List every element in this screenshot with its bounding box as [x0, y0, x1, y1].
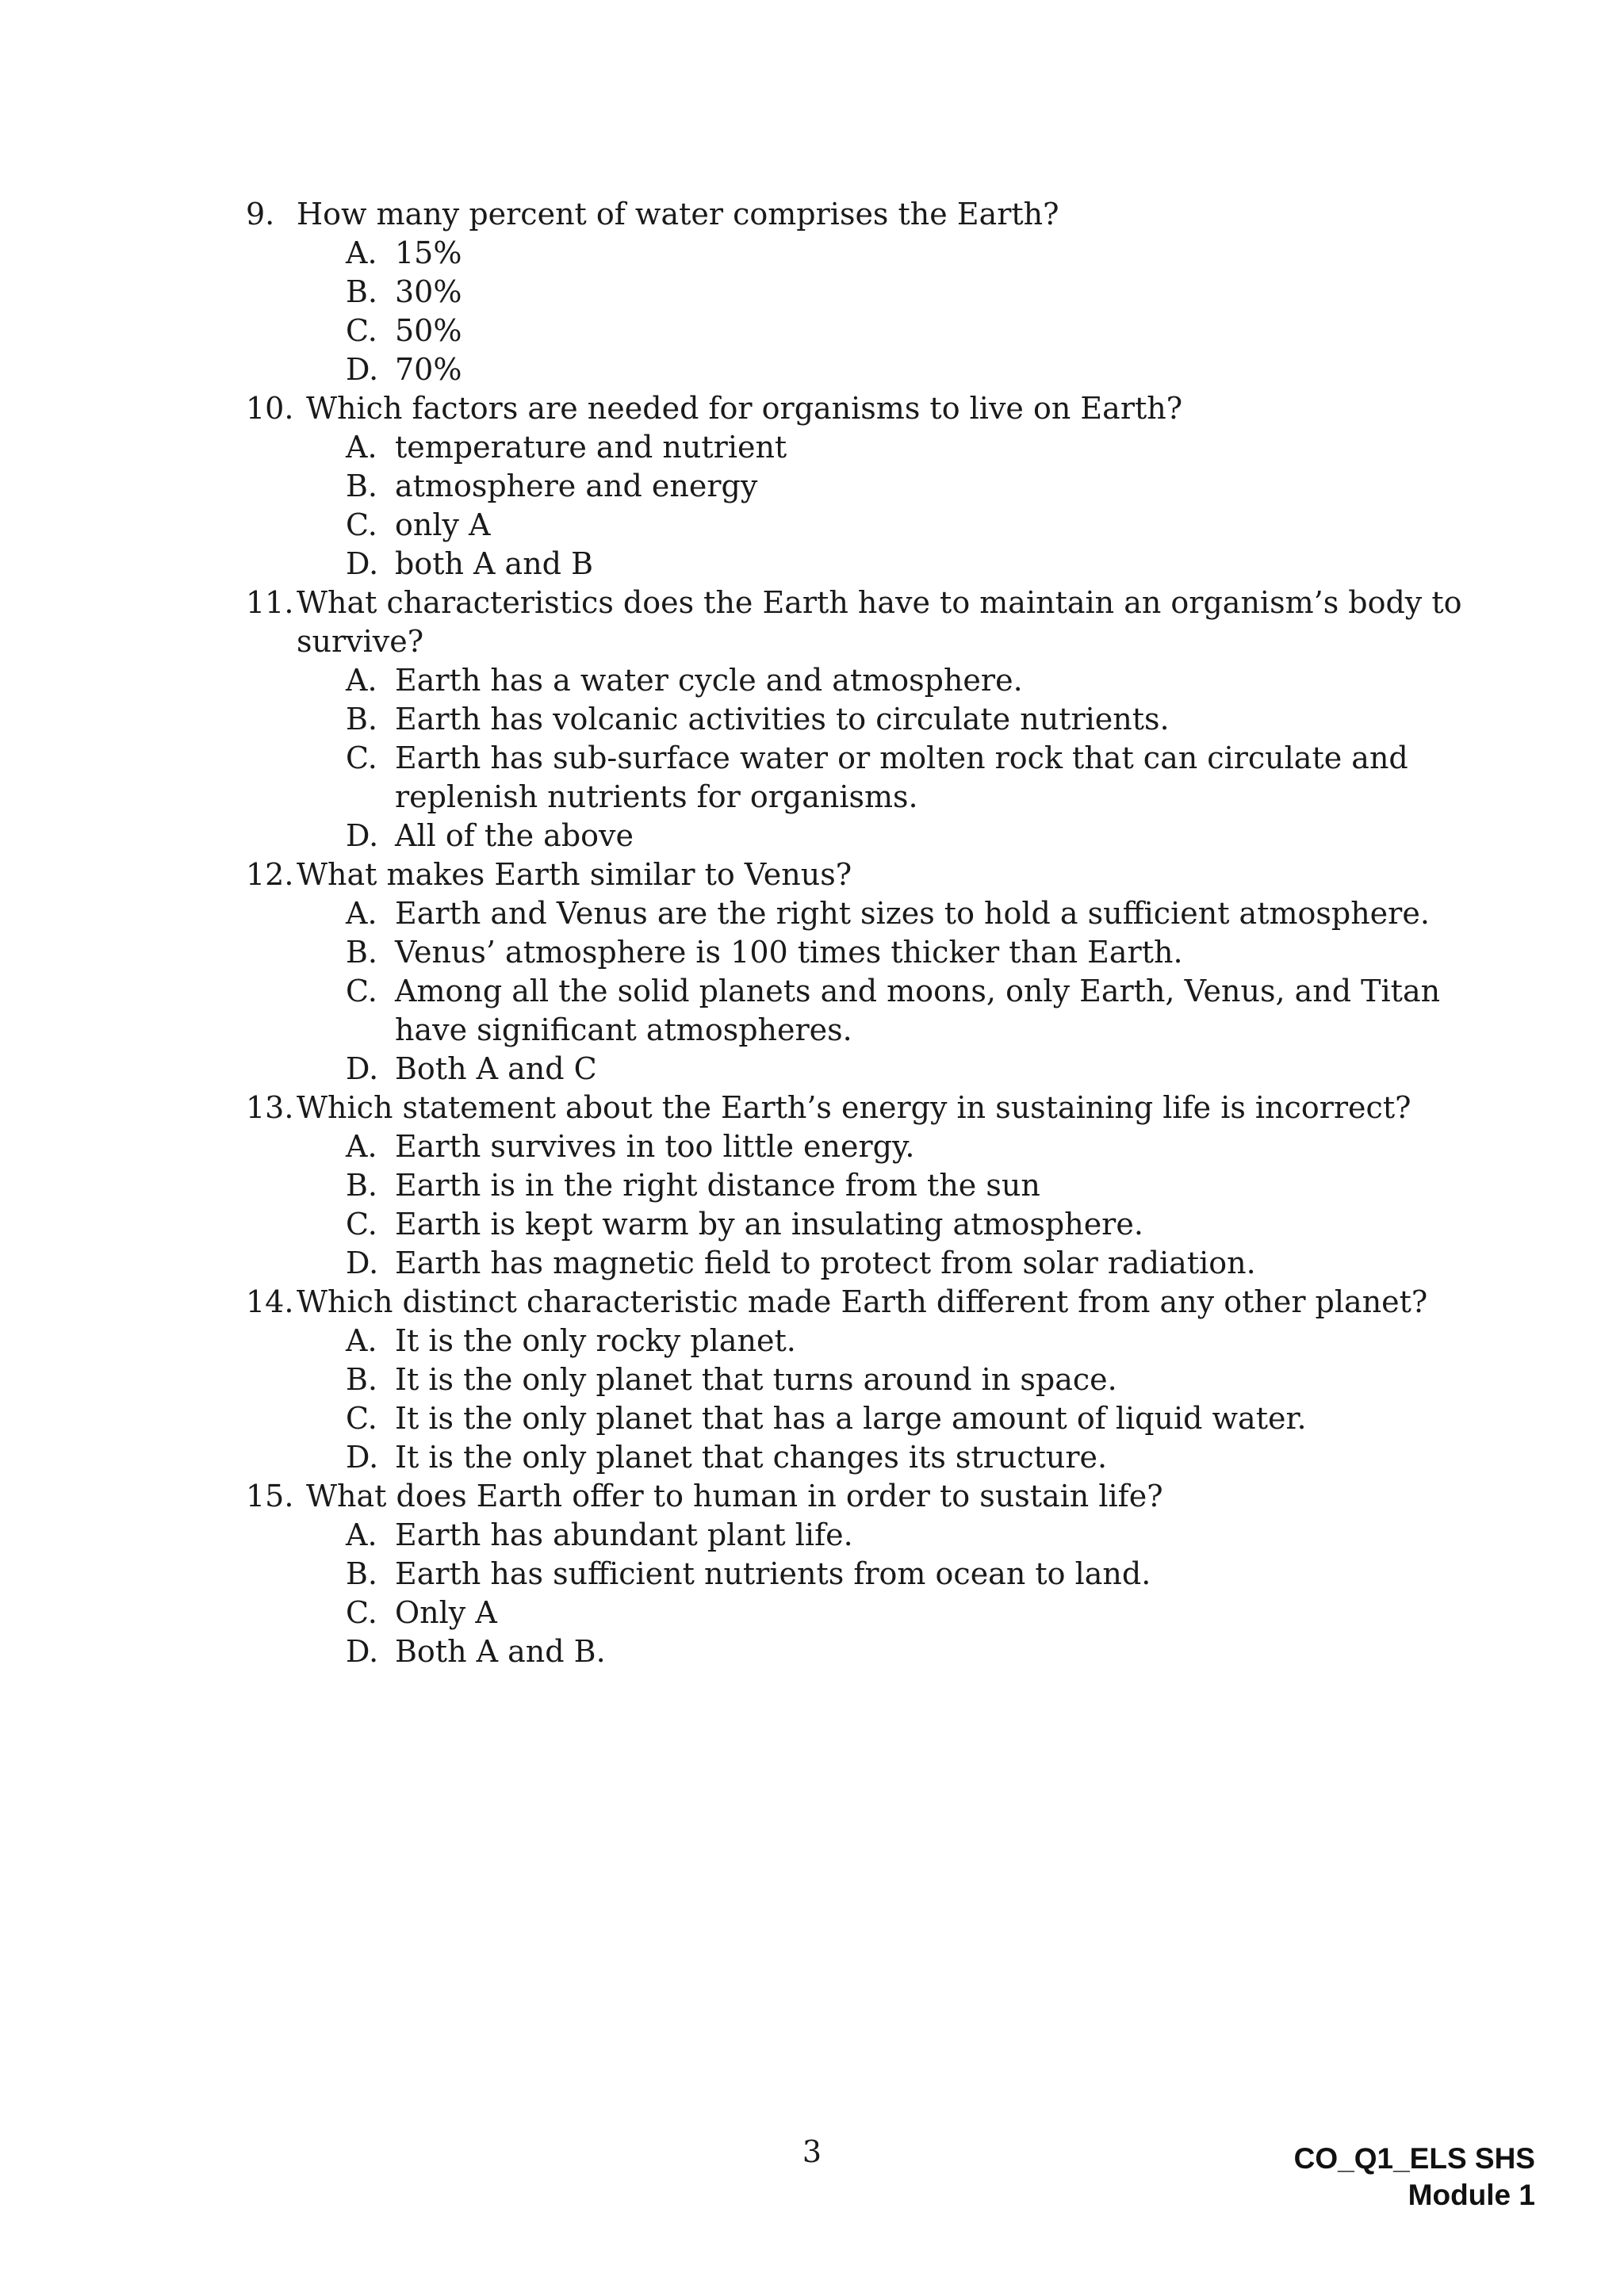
choice-item: [246, 1516, 1483, 1555]
question-text: How many percent of water comprises the Earth?: [297, 197, 1059, 232]
question-number: 14.: [246, 1284, 294, 1319]
question-item: [246, 1089, 1483, 1283]
choice-list: [246, 1127, 1483, 1283]
question-text: What characteristics does the Earth have to maintain an organism’s body to survive?: [297, 585, 1462, 659]
choice-text: Venus’ atmosphere is 100 times thicker than Earth.: [395, 935, 1183, 970]
choice-text: Earth has volcanic activities to circulate nutrients.: [395, 702, 1170, 737]
choice-item: [246, 312, 1483, 350]
question-text: Which factors are needed for organisms to live on Earth?: [306, 391, 1183, 426]
choice-text: It is the only planet that changes its structure.: [395, 1440, 1108, 1475]
choice-letter: B.: [346, 469, 378, 503]
choice-letter: A.: [346, 896, 377, 931]
choice-text: Earth has sub-surface water or molten rock that can circulate and replenish nutrients for organisms.: [395, 740, 1408, 814]
choice-text: only A: [395, 507, 491, 542]
page-number: 3: [802, 2134, 822, 2169]
choice-item: [246, 350, 1483, 389]
choice-list: [246, 1322, 1483, 1477]
choice-text: atmosphere and energy: [395, 469, 758, 503]
choice-item: [246, 661, 1483, 700]
choice-item: [246, 894, 1483, 933]
choice-text: It is the only rocky planet.: [395, 1323, 796, 1358]
choice-letter: A.: [346, 663, 377, 698]
choice-item: [246, 700, 1483, 739]
choice-letter: B.: [346, 1362, 378, 1397]
choice-letter: A.: [346, 430, 377, 465]
choice-letter: C.: [346, 507, 377, 542]
choice-letter: B.: [346, 1168, 378, 1203]
choice-letter: B.: [346, 702, 378, 737]
question-item: [246, 195, 1483, 389]
choice-text: 30%: [395, 274, 462, 309]
question-row: [246, 1283, 1483, 1322]
choice-text: It is the only planet that turns around in space.: [395, 1362, 1117, 1397]
question-number: 11.: [246, 585, 294, 620]
choice-text: Earth survives in too little energy.: [395, 1129, 915, 1164]
question-text: Which distinct characteristic made Earth different from any other planet?: [297, 1284, 1428, 1319]
choice-item: [246, 234, 1483, 273]
choice-item: [246, 1166, 1483, 1205]
choice-text: Earth has a water cycle and atmosphere.: [395, 663, 1023, 698]
choice-item: [246, 1205, 1483, 1244]
choice-letter: B.: [346, 935, 378, 970]
choice-text: It is the only planet that has a large amount of liquid water.: [395, 1401, 1307, 1436]
choice-item: [246, 1632, 1483, 1671]
choice-item: [246, 1438, 1483, 1477]
choice-letter: C.: [346, 740, 377, 775]
choice-list: [246, 1516, 1483, 1671]
question-row: [246, 389, 1483, 428]
choice-text: 15%: [395, 235, 462, 270]
question-item: [246, 1283, 1483, 1477]
question-number: 13.: [246, 1090, 294, 1125]
question-number: 9.: [246, 197, 275, 232]
choice-letter: D.: [346, 1051, 379, 1086]
quiz-question-list: [246, 195, 1483, 1671]
choice-letter: C.: [346, 1401, 377, 1436]
question-number: 15.: [246, 1479, 294, 1513]
choice-item: [246, 506, 1483, 545]
choice-item: [246, 739, 1483, 817]
choice-item: [246, 972, 1483, 1050]
question-text: Which statement about the Earth’s energy in sustaining life is incorrect?: [297, 1090, 1411, 1125]
question-number: 12.: [246, 857, 294, 892]
choice-text: Earth has magnetic field to protect from solar radiation.: [395, 1246, 1256, 1280]
choice-list: [246, 894, 1483, 1089]
choice-letter: D.: [346, 352, 379, 387]
question-item: [246, 1477, 1483, 1671]
choice-letter: A.: [346, 235, 377, 270]
choice-text: 70%: [395, 352, 462, 387]
choice-item: [246, 1594, 1483, 1632]
choice-item: [246, 1050, 1483, 1089]
choice-text: Both A and C: [395, 1051, 597, 1086]
module-code-line-2: Module 1: [1408, 2179, 1535, 2211]
choice-text: 50%: [395, 313, 462, 348]
question-text: What does Earth offer to human in order to sustain life?: [306, 1479, 1163, 1513]
choice-letter: D.: [346, 818, 379, 853]
choice-text: temperature and nutrient: [395, 430, 787, 465]
choice-letter: C.: [346, 974, 377, 1008]
question-item: [246, 584, 1483, 855]
choice-text: Among all the solid planets and moons, only Earth, Venus, and Titan have significant atmospheres.: [395, 974, 1441, 1047]
question-text: What makes Earth similar to Venus?: [297, 857, 852, 892]
choice-item: [246, 1360, 1483, 1399]
choice-text: Earth has sufficient nutrients from ocean to land.: [395, 1556, 1151, 1591]
question-row: [246, 1089, 1483, 1127]
choice-list: [246, 234, 1483, 389]
choice-item: [246, 933, 1483, 972]
choice-text: Only A: [395, 1595, 497, 1630]
choice-item: [246, 467, 1483, 506]
choice-letter: D.: [346, 1246, 379, 1280]
choice-text: Both A and B.: [395, 1634, 606, 1669]
question-item: [246, 855, 1483, 1089]
question-row: [246, 855, 1483, 894]
choice-text: Earth has abundant plant life.: [395, 1517, 853, 1552]
choice-text: Earth is kept warm by an insulating atmosphere.: [395, 1207, 1143, 1242]
choice-text: Earth and Venus are the right sizes to hold a sufficient atmosphere.: [395, 896, 1430, 931]
choice-letter: D.: [346, 546, 379, 581]
question-item: [246, 389, 1483, 584]
choice-letter: A.: [346, 1129, 377, 1164]
question-row: [246, 1477, 1483, 1516]
question-row: [246, 195, 1483, 234]
choice-text: All of the above: [395, 818, 634, 853]
question-number: 10.: [246, 391, 294, 426]
choice-item: [246, 1555, 1483, 1594]
choice-letter: B.: [346, 1556, 378, 1591]
choice-list: [246, 428, 1483, 584]
choice-letter: D.: [346, 1440, 379, 1475]
question-row: [246, 584, 1483, 661]
choice-item: [246, 1322, 1483, 1360]
module-code-line-1: CO_Q1_ELS SHS: [1293, 2142, 1535, 2175]
choice-letter: B.: [346, 274, 378, 309]
choice-letter: A.: [346, 1517, 377, 1552]
choice-item: [246, 428, 1483, 467]
choice-item: [246, 545, 1483, 584]
choice-letter: C.: [346, 1595, 377, 1630]
choice-text: both A and B: [395, 546, 594, 581]
choice-item: [246, 273, 1483, 312]
module-code: [1294, 2141, 1535, 2214]
choice-letter: C.: [346, 1207, 377, 1242]
choice-letter: A.: [346, 1323, 377, 1358]
choice-letter: C.: [346, 313, 377, 348]
choice-item: [246, 817, 1483, 855]
choice-item: [246, 1244, 1483, 1283]
choice-letter: D.: [346, 1634, 379, 1669]
choice-list: [246, 661, 1483, 855]
choice-text: Earth is in the right distance from the sun: [395, 1168, 1040, 1203]
choice-item: [246, 1399, 1483, 1438]
choice-item: [246, 1127, 1483, 1166]
